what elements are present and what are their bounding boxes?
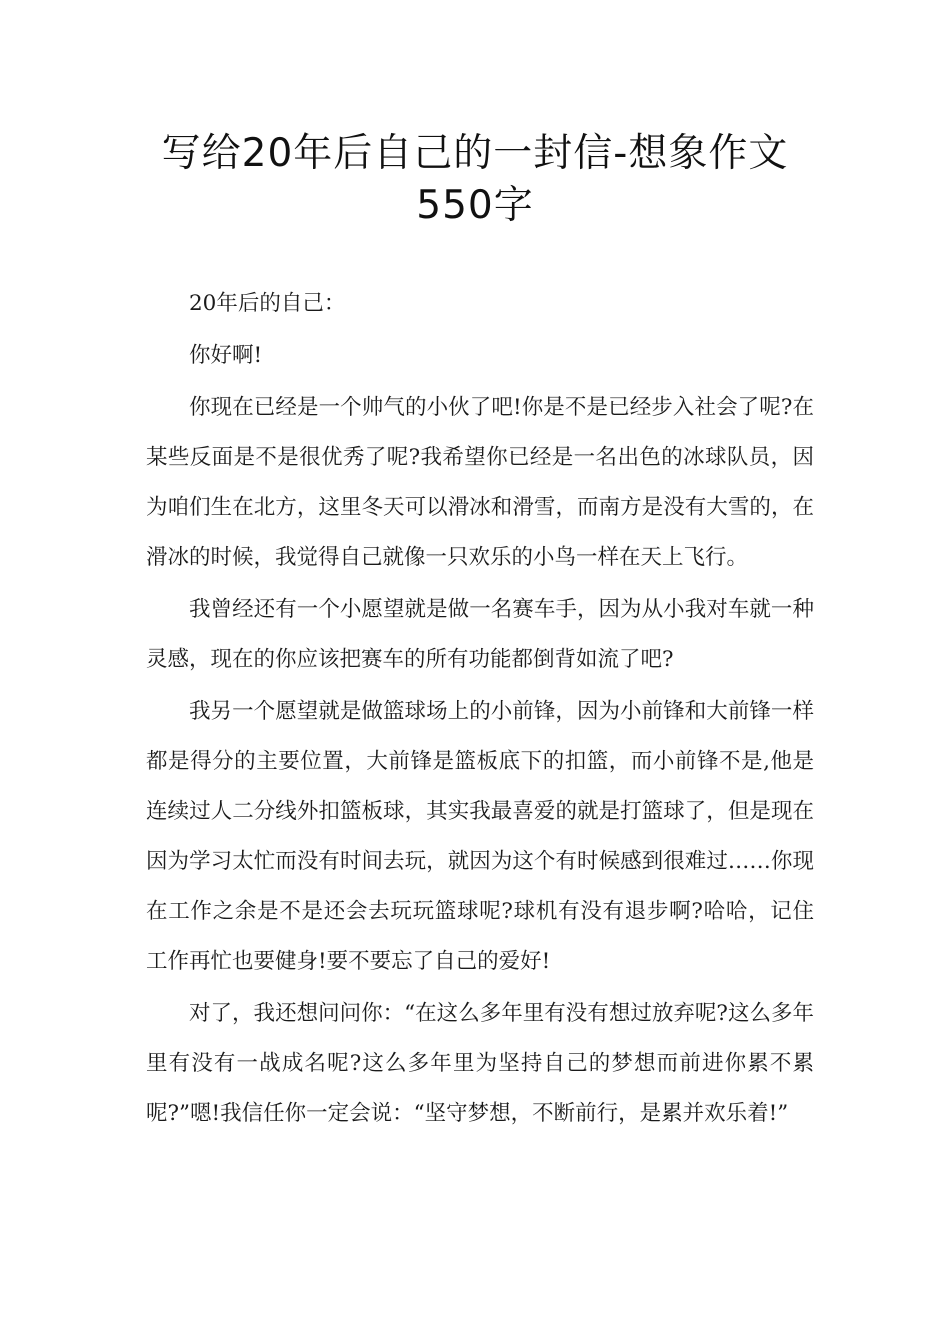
paragraph: 我另一个愿望就是做篮球场上的小前锋，因为小前锋和大前锋一样都是得分的主要位置，大前锋是篮板底下的扣篮，而小前锋不是,他是连续过人二分线外扣篮板球，其实我最喜爱的就是打篮球了，但是现在因为学习太忙而没有时间去玩，就因为这个有时候感到很难过……你现在工作之余是不是还会去玩玩篮球呢?球机有没有退步啊?哈哈，记住工作再忙也要健身!要不要忘了自己的爱好! xyxy=(146,699,814,974)
document-body xyxy=(146,279,814,1141)
paragraph: 你现在已经是一个帅气的小伙了吧!你是不是已经步入社会了呢?在某些反面是不是很优秀了呢?我希望你已经是一名出色的冰球队员，因为咱们生在北方，这里冬天可以滑冰和滑雪，而南方是没有大雪的，在滑冰的时候，我觉得自己就像一只欢乐的小鸟一样在天上飞行。 xyxy=(146,395,814,570)
title-line-2: 550字 xyxy=(416,183,534,228)
salutation: 20年后的自己： xyxy=(189,291,346,316)
paragraph: 我曾经还有一个小愿望就是做一名赛车手，因为从小我对车就一种灵感，现在的你应该把赛车的所有功能都倒背如流了吧? xyxy=(146,597,814,672)
document-title xyxy=(100,128,850,232)
title-line-1: 写给20年后自己的一封信-想象作文 xyxy=(161,131,789,176)
greeting: 你好啊! xyxy=(189,343,263,368)
paragraph: 对了，我还想问问你：“在这么多年里有没有想过放弃呢?这么多年里有没有一战成名呢?这么多年里为坚持自己的梦想而前进你累不累呢?”嗯!我信任你一定会说：“坚守梦想，不断前行，是累并欢乐着!” xyxy=(146,1001,814,1126)
